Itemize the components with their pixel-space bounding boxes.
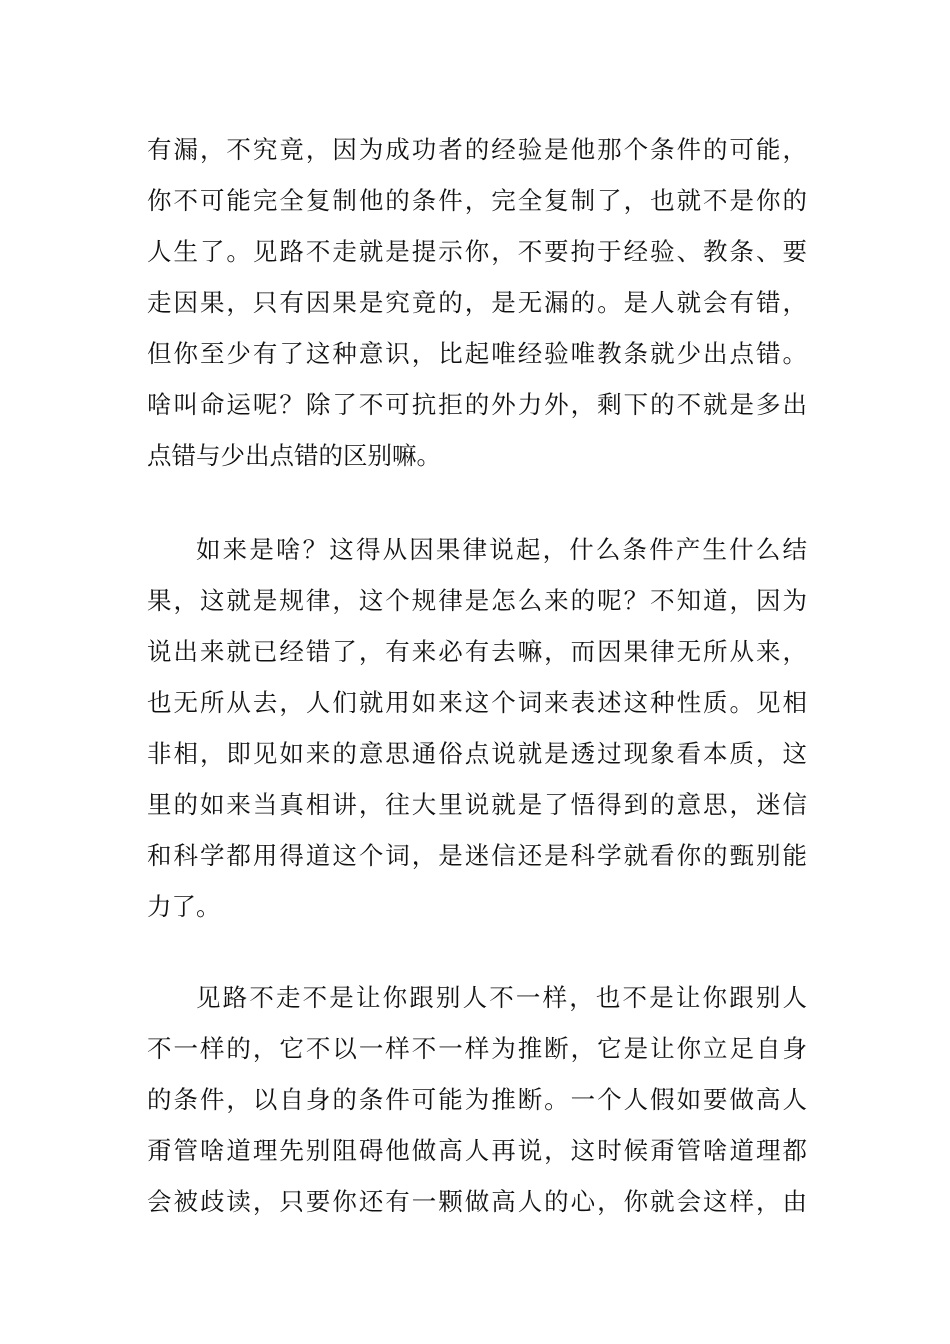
paragraph-line: 和科学都用得道这个词，是迷信还是科学就看你的甄别能 bbox=[147, 841, 807, 870]
paragraph-line: 人生了。见路不走就是提示你，不要拘于经验、教条、要 bbox=[147, 237, 807, 266]
paragraph-2 bbox=[147, 524, 807, 932]
paragraph-line: 你不可能完全复制他的条件，完全复制了，也就不是你的 bbox=[147, 186, 807, 215]
paragraph-line: 果，这就是规律，这个规律是怎么来的呢？不知道，因为 bbox=[147, 586, 807, 615]
paragraph-line: 会被歧读，只要你还有一颗做高人的心，你就会这样，由 bbox=[147, 1187, 807, 1216]
paragraph-line: 也无所从去，人们就用如来这个词来表述这种性质。见相 bbox=[147, 688, 807, 717]
paragraph-line: 非相，即见如来的意思通俗点说就是透过现象看本质，这 bbox=[147, 739, 807, 768]
paragraph-line: 的条件，以自身的条件可能为推断。一个人假如要做高人 bbox=[147, 1085, 807, 1114]
paragraph-line: 有漏，不究竟，因为成功者的经验是他那个条件的可能， bbox=[147, 135, 807, 164]
paragraph-line: 见路不走不是让你跟别人不一样，也不是让你跟别人 bbox=[196, 983, 807, 1012]
paragraph-line: 不一样的，它不以一样不一样为推断，它是让你立足自身 bbox=[147, 1034, 807, 1063]
paragraph-line: 如来是啥？这得从因果律说起，什么条件产生什么结 bbox=[196, 535, 807, 564]
paragraph-line: 走因果，只有因果是究竟的，是无漏的。是人就会有错， bbox=[147, 288, 807, 317]
paragraph-line: 但你至少有了这种意识，比起唯经验唯教条就少出点错。 bbox=[147, 339, 807, 368]
paragraph-line: 啥叫命运呢？除了不可抗拒的外力外，剩下的不就是多出 bbox=[147, 390, 807, 419]
paragraph-line: 点错与少出点错的区别嘛。 bbox=[147, 441, 441, 470]
paragraph-line: 力了。 bbox=[147, 892, 221, 921]
paragraph-1 bbox=[147, 124, 807, 481]
paragraph-line: 里的如来当真相讲，往大里说就是了悟得到的意思，迷信 bbox=[147, 790, 807, 819]
paragraph-line: 甭管啥道理先别阻碍他做高人再说，这时候甭管啥道理都 bbox=[147, 1136, 807, 1165]
paragraph-line: 说出来就已经错了，有来必有去嘛，而因果律无所从来， bbox=[147, 637, 807, 666]
paragraph-3 bbox=[147, 972, 807, 1227]
